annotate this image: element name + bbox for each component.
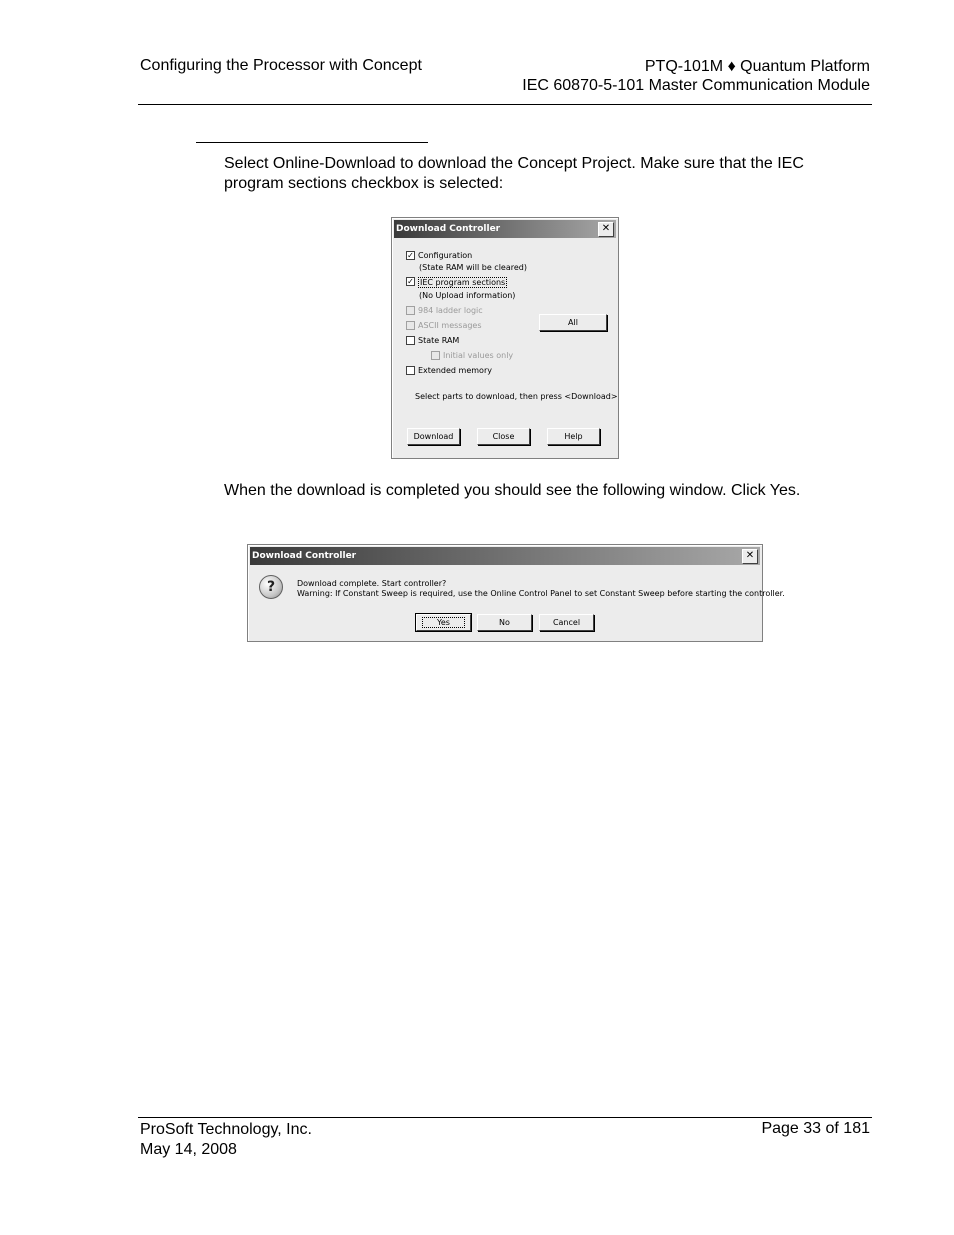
header-divider xyxy=(138,104,872,105)
initial-values-checkbox[interactable] xyxy=(431,351,440,360)
header-module: IEC 60870-5-101 Master Communication Module xyxy=(522,77,870,94)
ascii-messages-label: ASCII messages xyxy=(418,321,482,330)
footer-left xyxy=(140,1120,312,1160)
extended-memory-label: Extended memory xyxy=(418,366,492,375)
header-product: PTQ-101M ♦ Quantum Platform xyxy=(644,58,870,75)
question-icon: ? xyxy=(259,575,283,599)
footer-date: May 14, 2008 xyxy=(140,1141,237,1158)
section-divider xyxy=(196,142,428,143)
close-icon[interactable]: ✕ xyxy=(742,549,758,564)
state-ram-label: State RAM xyxy=(418,336,460,345)
yes-button-label: Yes xyxy=(422,617,465,628)
download-button[interactable]: Download xyxy=(407,428,460,445)
cancel-button[interactable]: Cancel xyxy=(539,614,594,631)
ladder-logic-checkbox[interactable] xyxy=(406,306,415,315)
state-ram-checkbox[interactable] xyxy=(406,336,415,345)
extended-memory-checkbox[interactable] xyxy=(406,366,415,375)
dialog-titlebar xyxy=(250,547,760,565)
iec-program-sections-label: IEC program sections xyxy=(420,278,506,287)
dialog-title: Download Controller xyxy=(252,551,357,561)
iec-program-sections-note: (No Upload information) xyxy=(419,291,516,300)
download-instruction: Select parts to download, then press <Download> xyxy=(415,392,618,401)
close-icon[interactable]: ✕ xyxy=(598,222,614,237)
initial-values-label: Initial values only xyxy=(443,351,514,360)
page-number: Page 33 of 181 xyxy=(761,1120,870,1137)
instruction-paragraph-2: When the download is completed you should see the following window. Click Yes. xyxy=(224,482,801,499)
header-left-title: Configuring the Processor with Concept xyxy=(140,57,422,74)
ascii-messages-checkbox[interactable] xyxy=(406,321,415,330)
help-button[interactable]: Help xyxy=(547,428,600,445)
configuration-label: Configuration xyxy=(418,251,473,260)
footer-company: ProSoft Technology, Inc. xyxy=(140,1121,312,1138)
ladder-logic-label: 984 ladder logic xyxy=(418,306,483,315)
all-button[interactable]: All xyxy=(539,314,607,331)
no-button[interactable]: No xyxy=(477,614,532,631)
yes-button[interactable] xyxy=(416,614,471,631)
footer-divider xyxy=(138,1117,872,1118)
download-complete-message: Download complete. Start controller? xyxy=(297,579,447,588)
download-controller-dialog xyxy=(391,217,619,459)
download-complete-dialog xyxy=(247,544,785,642)
close-button[interactable]: Close xyxy=(477,428,530,445)
constant-sweep-warning: Warning: If Constant Sweep is required, use the Online Control Panel to set Constant Sweep before starting the controller. xyxy=(297,589,785,598)
iec-program-sections-checkbox[interactable]: ✓ xyxy=(407,277,414,286)
configuration-checkbox[interactable]: ✓ xyxy=(407,251,414,260)
header-right-title xyxy=(522,57,870,95)
dialog-title: Download Controller xyxy=(396,224,501,234)
configuration-note: (State RAM will be cleared) xyxy=(419,263,527,272)
dialog-titlebar xyxy=(394,220,616,238)
instruction-paragraph-1: Select Online-Download to download the Concept Project. Make sure that the IEC program sections checkbox is selected: xyxy=(224,155,804,192)
